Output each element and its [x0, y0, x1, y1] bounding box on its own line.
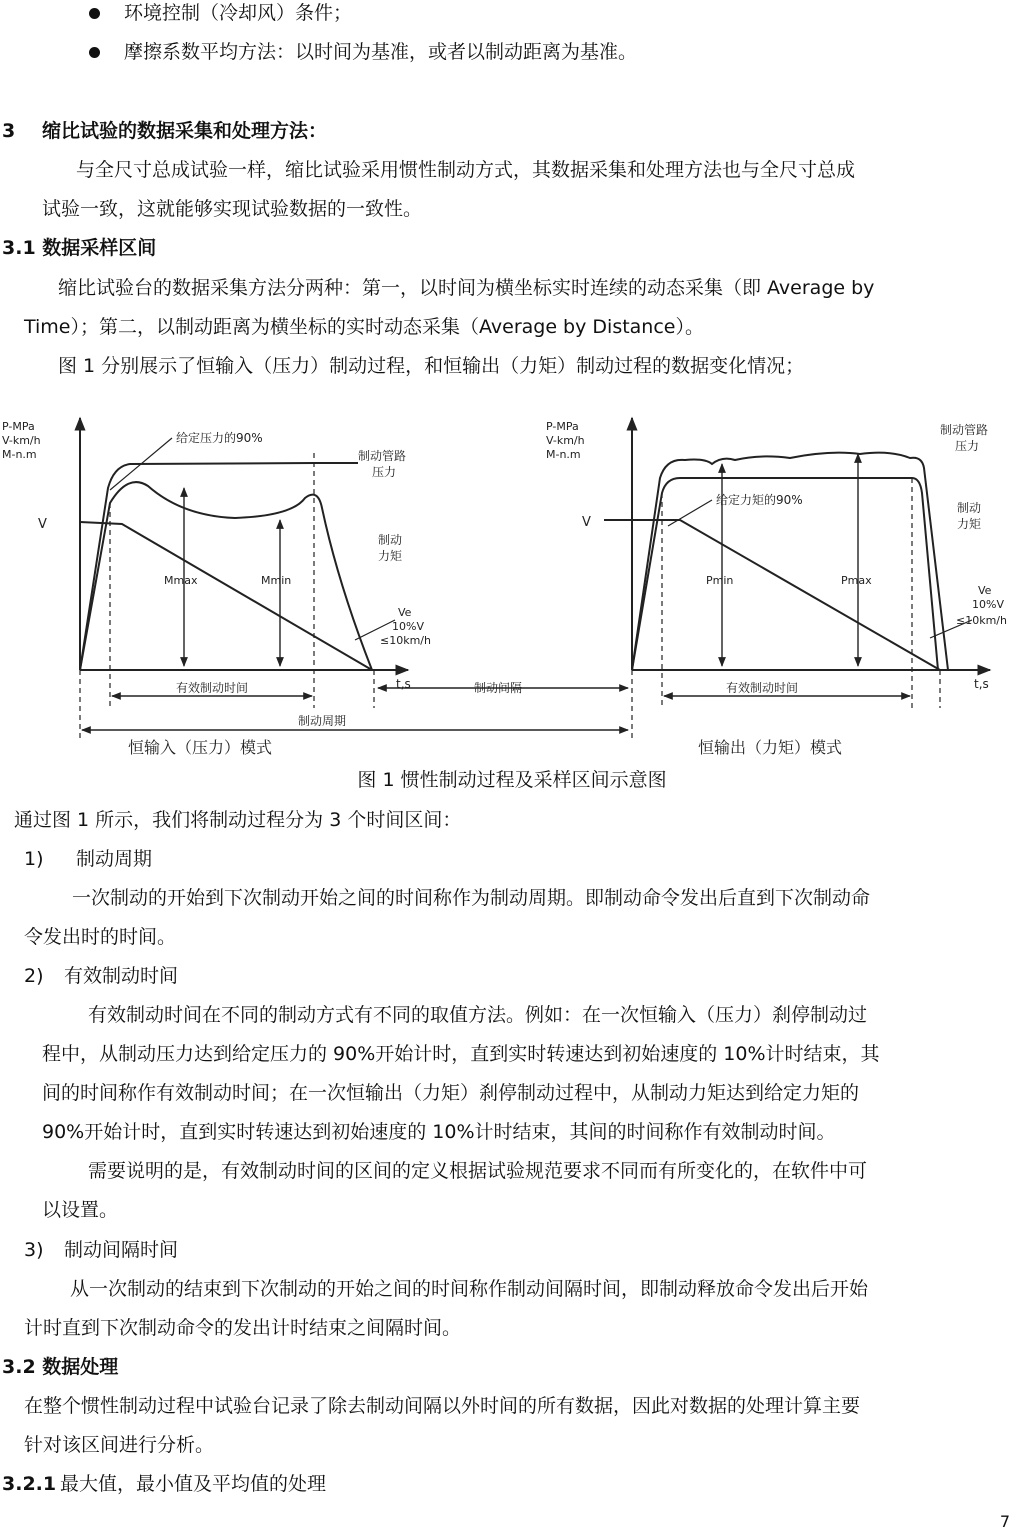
right-torque-label: 力矩	[957, 517, 982, 531]
mmax-label: Mmax	[164, 574, 198, 587]
paragraph-line: 计时直到下次制动命令的发出计时结束之间隔时间。	[24, 1317, 462, 1339]
right-pipe-label: 制动管路	[940, 423, 989, 437]
left-torque-label: 制动	[378, 533, 403, 547]
pmin-label: Pmin	[706, 574, 734, 587]
list-title: 制动周期	[76, 848, 153, 870]
right-effective-label: 有效制动时间	[726, 681, 799, 695]
bullet-item: 摩擦系数平均方法：以时间为基准，或者以制动距离为基准。	[124, 41, 638, 63]
right-ve-label: Ve	[978, 584, 992, 597]
right-mode-label: 恒输出（力矩）模式	[698, 738, 843, 757]
pmax-label: Pmax	[841, 574, 872, 587]
section-heading: 最大值，最小值及平均值的处理	[60, 1473, 327, 1495]
paragraph-line: 针对该区间进行分析。	[24, 1434, 215, 1456]
right-axis-label-v: V-km/h	[546, 434, 585, 447]
left-axis-label-p: P-MPa	[2, 420, 35, 433]
list-title: 制动间隔时间	[64, 1239, 179, 1261]
paragraph-line: 间的时间称作有效制动时间；在一次恒输出（力矩）刹停制动过程中，从制动力矩达到给定力矩的	[42, 1082, 860, 1104]
paragraph-line: 程中，从制动压力达到给定压力的 90%开始计时，直到实时转速达到初始速度的 10%计时结束，其	[42, 1043, 880, 1065]
left-speed-curve	[80, 522, 372, 670]
right-time-axis-label: t,s	[974, 677, 989, 691]
paragraph-line: 一次制动的开始到下次制动开始之间的时间称作为制动周期。即制动命令发出后直到下次制动命	[72, 887, 871, 909]
paragraph-line: 从一次制动的结束到下次制动的开始之间的时间称作制动间隔时间，即制动释放命令发出后开始	[70, 1278, 869, 1300]
period-label: 制动周期	[298, 714, 347, 728]
left-torque-label: 力矩	[378, 549, 403, 563]
left-pipe-label: 压力	[372, 465, 397, 479]
left-v-label: V	[38, 517, 47, 532]
left-axis-label-m: M-n.m	[2, 448, 37, 461]
left-given-label: 给定压力的90%	[176, 431, 263, 445]
right-pressure-curve	[632, 453, 948, 670]
section-number: 3	[2, 120, 16, 142]
paragraph-line: 图 1 分别展示了恒输入（压力）制动过程，和恒输出（力矩）制动过程的数据变化情况；	[58, 355, 805, 377]
list-number: 3)	[24, 1239, 44, 1261]
paragraph-line: 有效制动时间在不同的制动方式有不同的取值方法。例如：在一次恒输入（压力）刹停制动过	[88, 1004, 868, 1026]
paragraph-line: 通过图 1 所示，我们将制动过程分为 3 个时间区间：	[14, 809, 462, 831]
right-pipe-label: 压力	[955, 439, 980, 453]
section-heading: 3.1 数据采样区间	[2, 237, 157, 259]
left-time-axis-label: t,s	[396, 677, 411, 691]
page-number: 7	[999, 1512, 1010, 1531]
section-heading: 缩比试验的数据采集和处理方法：	[42, 120, 328, 142]
section-heading: 3.2 数据处理	[2, 1356, 119, 1378]
paragraph-line: Time）；第二，以制动距离为横坐标的实时动态采集（Average by Distance）。	[24, 316, 704, 338]
paragraph-line: 90%开始计时，直到实时转速达到初始速度的 10%计时结束，其间的时间称作有效制动时间。	[42, 1121, 836, 1143]
left-ve-label: ≤10km/h	[380, 634, 431, 647]
figure-caption: 图 1 惯性制动过程及采样区间示意图	[357, 769, 667, 791]
bullet-item: 环境控制（冷却风）条件；	[124, 2, 353, 24]
left-torque-curve	[80, 482, 372, 670]
right-torque-label: 制动	[957, 501, 982, 515]
paragraph-line: 与全尺寸总成试验一样，缩比试验采用惯性制动方式，其数据采集和处理方法也与全尺寸总成	[76, 159, 856, 181]
left-effective-label: 有效制动时间	[176, 681, 249, 695]
left-ve-label: 10%V	[392, 620, 424, 633]
paragraph-line: 以设置。	[42, 1199, 119, 1221]
paragraph-line: 需要说明的是，有效制动时间的区间的定义根据试验规范要求不同而有所变化的，在软件中可	[88, 1160, 868, 1182]
left-ve-label: Ve	[398, 606, 412, 619]
left-axis-label-v: V-km/h	[2, 434, 41, 447]
interval-label: 制动间隔	[474, 681, 523, 695]
left-pressure-curve	[80, 463, 358, 670]
section-number: 3.2.1	[2, 1473, 57, 1495]
paragraph-line: 缩比试验台的数据采集方法分两种：第一，以时间为横坐标实时连续的动态采集（即 Average by	[58, 277, 875, 299]
left-pipe-label: 制动管路	[358, 449, 407, 463]
paragraph-line: 在整个惯性制动过程中试验台记录了除去制动间隔以外时间的所有数据，因此对数据的处理计算主要	[24, 1395, 861, 1417]
paragraph-line: 试验一致，这就能够实现试验数据的一致性。	[42, 198, 423, 220]
right-ve-label: 10%V	[972, 598, 1004, 611]
bullet-dot	[89, 47, 100, 58]
left-mode-label: 恒输入（压力）模式	[128, 738, 273, 757]
right-axis-label-m: M-n.m	[546, 448, 581, 461]
right-v-label: V	[582, 515, 591, 530]
list-number: 2)	[24, 965, 44, 987]
paragraph-line: 令发出时的时间。	[24, 926, 177, 948]
braking-process-figure	[0, 408, 1024, 766]
list-number: 1)	[24, 848, 44, 870]
bullet-dot	[89, 8, 100, 19]
list-title: 有效制动时间	[64, 965, 179, 987]
right-ve-label: ≤10km/h	[956, 614, 1007, 627]
right-given-label: 给定力矩的90%	[716, 493, 803, 507]
mmin-label: Mmin	[261, 574, 292, 587]
right-axis-label-p: P-MPa	[546, 420, 579, 433]
